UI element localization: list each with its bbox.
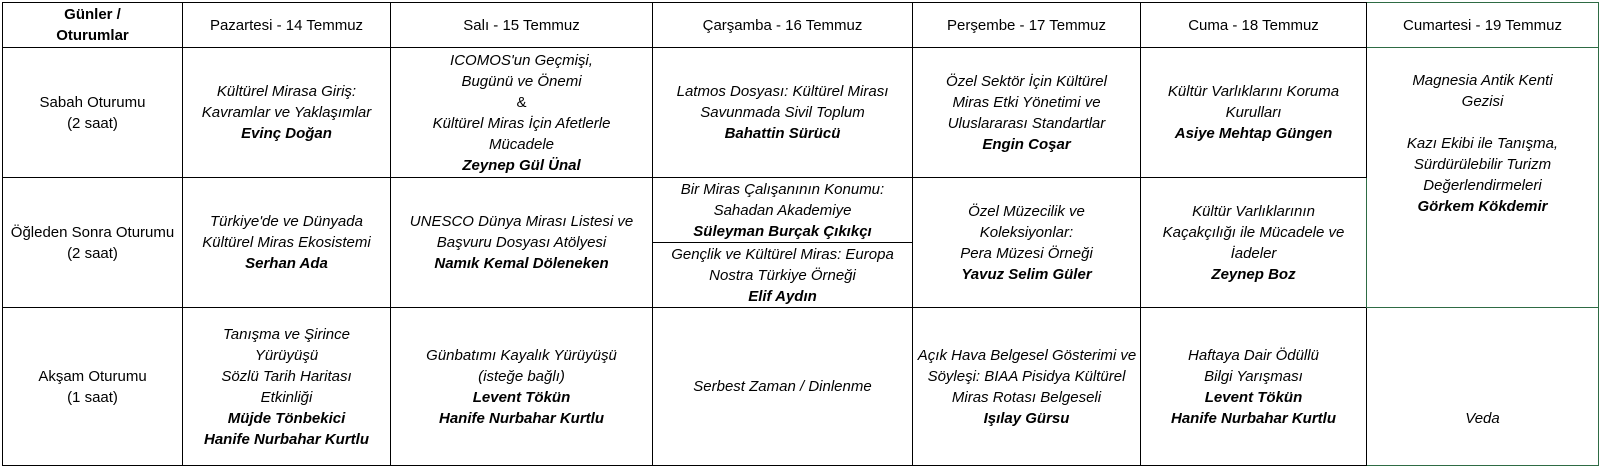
cell-afternoon-wednesday-part1: Bir Miras Çalışanının Konumu: Sahadan Akademiye Süleyman Burçak Çıkıkçı bbox=[653, 178, 912, 243]
session-label-morning: Sabah Oturumu (2 saat) bbox=[3, 48, 183, 178]
wednesday-afternoon-split bbox=[653, 178, 912, 307]
cell-evening-saturday: Veda bbox=[1367, 308, 1599, 466]
day-header-friday: Cuma - 18 Temmuz bbox=[1141, 3, 1367, 48]
cell-afternoon-wednesday bbox=[653, 178, 913, 308]
cell-morning-thursday: Özel Sektör İçin Kültürel Miras Etki Yönetimi ve Uluslararası Standartlar Engin Coşar bbox=[913, 48, 1141, 178]
cell-afternoon-friday: Kültür Varlıklarının Kaçakçılığı ile Mücadele ve İadeler Zeynep Boz bbox=[1141, 178, 1367, 308]
cell-morning-monday: Kültürel Mirasa Giriş: Kavramlar ve Yaklaşımlar Evinç Doğan bbox=[183, 48, 391, 178]
day-header-thursday: Perşembe - 17 Temmuz bbox=[913, 3, 1141, 48]
cell-evening-monday: Tanışma ve Şirince Yürüyüşü Sözlü Tarih Haritası Etkinliği Müjde Tönbekici Hanife Nurbahar Kurtlu bbox=[183, 308, 391, 466]
session-label-afternoon: Öğleden Sonra Oturumu (2 saat) bbox=[3, 178, 183, 308]
afternoon-row bbox=[3, 178, 1599, 308]
corner-header: Günler / Oturumlar bbox=[3, 3, 183, 48]
cell-morning-tuesday: ICOMOS'un Geçmişi, Bugünü ve Önemi & Kültürel Miras İçin Afetlerle Mücadele Zeynep Gül Ünal bbox=[391, 48, 653, 178]
evening-row bbox=[3, 308, 1599, 466]
cell-evening-wednesday: Serbest Zaman / Dinlenme bbox=[653, 308, 913, 466]
header-row bbox=[3, 3, 1599, 48]
cell-afternoon-tuesday: UNESCO Dünya Mirası Listesi ve Başvuru Dosyası Atölyesi Namık Kemal Döleneken bbox=[391, 178, 653, 308]
cell-afternoon-monday: Türkiye'de ve Dünyada Kültürel Miras Ekosistemi Serhan Ada bbox=[183, 178, 391, 308]
cell-evening-friday: Haftaya Dair Ödüllü Bilgi Yarışması Levent Tökün Hanife Nurbahar Kurtlu bbox=[1141, 308, 1367, 466]
day-header-wednesday: Çarşamba - 16 Temmuz bbox=[653, 3, 913, 48]
cell-morning-saturday: Magnesia Antik Kenti Gezisi Kazı Ekibi ile Tanışma, Sürdürülebilir Turizm Değerlendirmeleri Görkem Kökdemir bbox=[1367, 48, 1599, 308]
cell-evening-tuesday: Günbatımı Kayalık Yürüyüşü (isteğe bağlı) Levent Tökün Hanife Nurbahar Kurtlu bbox=[391, 308, 653, 466]
session-label-evening: Akşam Oturumu (1 saat) bbox=[3, 308, 183, 466]
cell-morning-wednesday: Latmos Dosyası: Kültürel Mirası Savunmada Sivil Toplum Bahattin Sürücü bbox=[653, 48, 913, 178]
day-header-monday: Pazartesi - 14 Temmuz bbox=[183, 3, 391, 48]
cell-morning-friday: Kültür Varlıklarını Koruma Kurulları Asiye Mehtap Güngen bbox=[1141, 48, 1367, 178]
cell-evening-thursday: Açık Hava Belgesel Gösterimi ve Söyleşi: BIAA Pisidya Kültürel Miras Rotası Belgeseli Işılay Gürsu bbox=[913, 308, 1141, 466]
schedule-table bbox=[2, 2, 1599, 466]
day-header-saturday: Cumartesi - 19 Temmuz bbox=[1367, 3, 1599, 48]
cell-afternoon-wednesday-part2: Gençlik ve Kültürel Miras: Europa Nostra Türkiye Örneği Elif Aydın bbox=[671, 245, 894, 305]
cell-afternoon-thursday: Özel Müzecilik ve Koleksiyonlar: Pera Müzesi Örneği Yavuz Selim Güler bbox=[913, 178, 1141, 308]
day-header-tuesday: Salı - 15 Temmuz bbox=[391, 3, 653, 48]
morning-row bbox=[3, 48, 1599, 178]
